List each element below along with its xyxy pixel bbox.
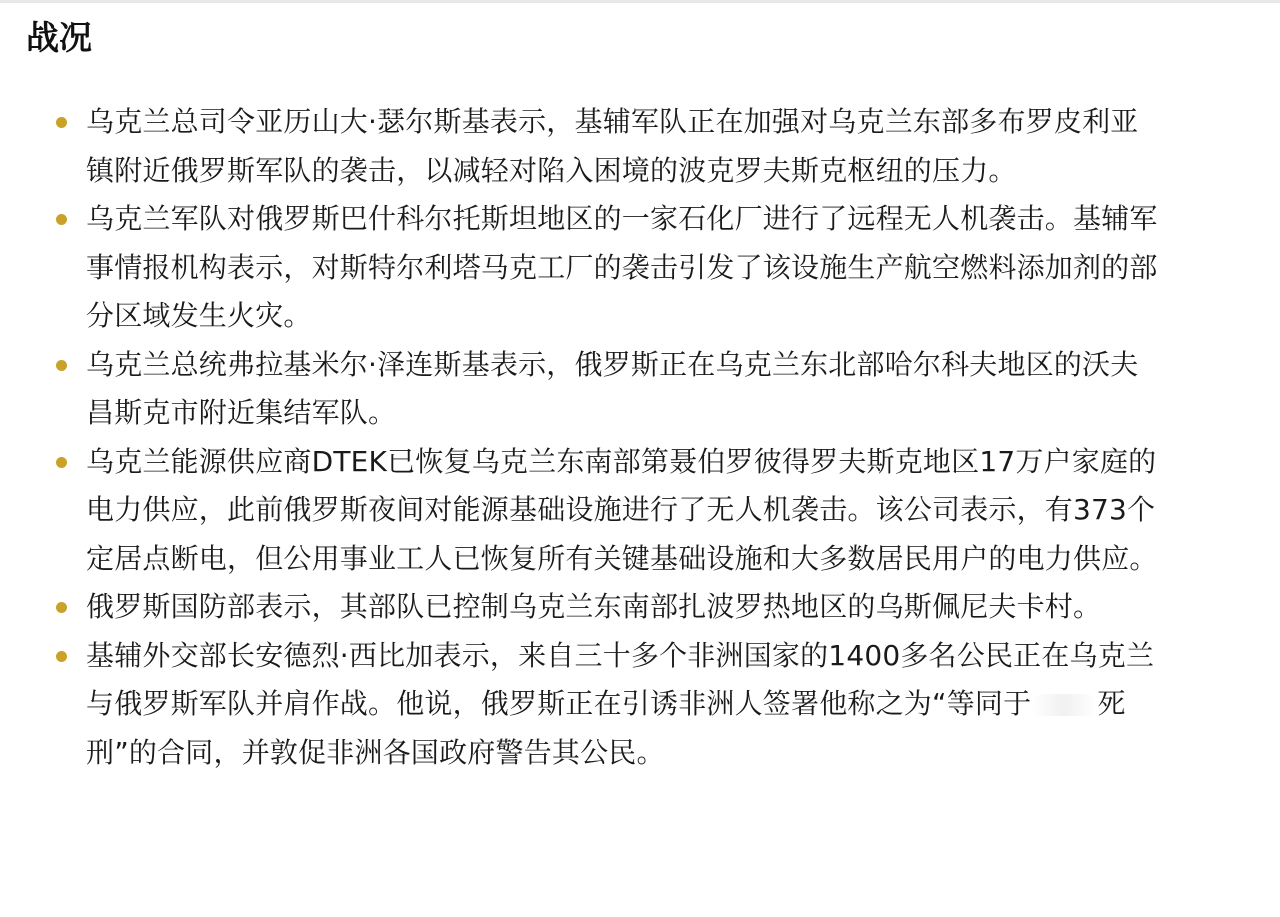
list-item <box>0 438 1200 584</box>
bullet-dot-icon <box>56 117 67 128</box>
list-item-text: 乌克兰能源供应商DTEK已恢复乌克兰东南部第聂伯罗彼得罗夫斯克地区17万户家庭的电力供应，此前俄罗斯夜间对能源基础设施进行了无人机袭击。该公司表示，有373个定居点断电，但公用事业工人已恢复所有关键基础设施和大多数居民用户的电力供应。 <box>86 444 1158 575</box>
list-item <box>0 195 1200 341</box>
list-item <box>0 98 1200 195</box>
list-item-text-after: 死刑”的合同，并敦促非洲各国政府警告其公民。 <box>86 687 1126 769</box>
bullet-dot-icon <box>56 651 67 662</box>
bullet-dot-icon <box>56 214 67 225</box>
list-item <box>0 583 1200 632</box>
list-item-text-before: 基辅外交部长安德烈·西比加表示，来自三十多个非洲国家的1400多名公民正在乌克兰与俄罗斯军队并肩作战。他说，俄罗斯正在引诱非洲人签署他称之为“等同于 <box>86 638 1155 720</box>
bullet-list <box>0 98 1200 777</box>
list-item <box>0 341 1200 438</box>
list-item <box>0 632 1200 778</box>
section-title: 战况 <box>26 18 92 57</box>
list-item-text: 乌克兰军队对俄罗斯巴什科尔托斯坦地区的一家石化厂进行了远程无人机袭击。基辅军事情报机构表示，对斯特尔利塔马克工厂的袭击引发了该设施生产航空燃料添加剂的部分区域发生火灾。 <box>86 202 1158 332</box>
list-item-text: 乌克兰总司令亚历山大·瑟尔斯基表示，基辅军队正在加强对乌克兰东部多布罗皮利亚镇附近俄罗斯军队的袭击，以减轻对陷入困境的波克罗夫斯克枢纽的压力。 <box>86 105 1139 187</box>
redacted-blur <box>1031 694 1097 716</box>
bullet-dot-icon <box>56 360 67 371</box>
list-item-text: 俄罗斯国防部表示，其部队已控制乌克兰东南部扎波罗热地区的乌斯佩尼夫卡村。 <box>86 590 1102 623</box>
list-item-text: 乌克兰总统弗拉基米尔·泽连斯基表示，俄罗斯正在乌克兰东北部哈尔科夫地区的沃夫昌斯克市附近集结军队。 <box>86 347 1139 429</box>
bullet-dot-icon <box>56 602 67 613</box>
bullet-dot-icon <box>56 457 67 468</box>
list-item-text <box>86 632 1160 778</box>
